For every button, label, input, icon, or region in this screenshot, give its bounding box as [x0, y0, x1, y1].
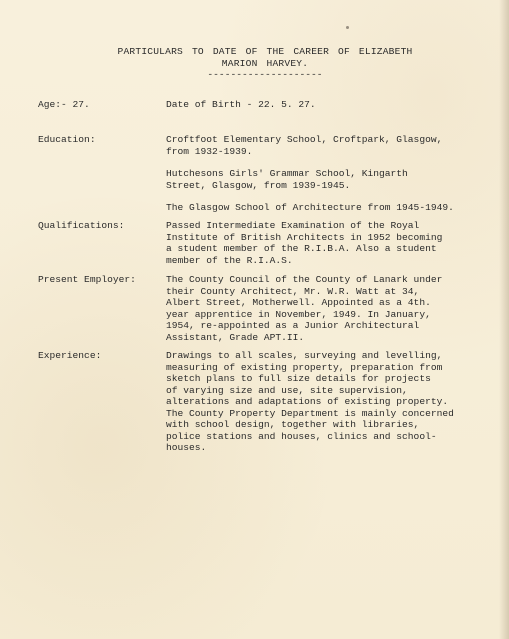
qualifications-label: Qualifications:: [38, 220, 125, 231]
education-entry: Hutchesons Girls' Grammar School, Kingarth Street, Glasgow, from 1939-1945.: [166, 168, 408, 191]
employer-content: [166, 274, 496, 343]
experience-label: Experience:: [38, 350, 102, 361]
age-label: Age:- 27.: [38, 99, 90, 110]
ink-speck: [346, 26, 349, 29]
date-of-birth: Date of Birth - 22. 5. 27.: [166, 99, 316, 110]
qualifications-text: Passed Intermediate Examination of the Royal Institute of British Architects in 1952 becoming a student member of the R.I.B.A. Also a student member of the R.I.A.S.: [166, 220, 443, 266]
education-entry: Croftfoot Elementary School, Croftpark, Glasgow, from 1932-1939.: [166, 134, 443, 157]
education-entry: The Glasgow School of Architecture from 1945-1949.: [166, 202, 454, 213]
experience-content: [166, 350, 496, 454]
title-underline: --------------------: [207, 69, 323, 80]
experience-text: Drawings to all scales, surveying and levelling, measuring of existing property, preparation from sketch plans to full size details for projects of varying size and use, site supervision, alterations and adaptations of existing property. The County Property Department is mainly concerned with school design, together with libraries, police stations and houses, clinics and school- houses.: [166, 350, 454, 453]
title-line-1: PARTICULARS TO DATE OF THE CAREER OF ELIZABETH: [117, 46, 413, 57]
education-label: Education:: [38, 134, 96, 145]
title-line-2: MARION HARVEY.: [221, 57, 309, 69]
document-title: [60, 46, 470, 81]
education-content: [166, 134, 496, 214]
qualifications-content: [166, 220, 496, 266]
employer-text: The County Council of the County of Lanark under their County Architect, Mr. W.R. Watt at 34, Albert Street, Motherwell. Appointed as a 4th. year apprentice in November, 1949. In January, 1954, re-appointed as a Junior Architectural Assistant, Grade APT.II.: [166, 274, 443, 343]
employer-label: Present Employer:: [38, 274, 136, 285]
